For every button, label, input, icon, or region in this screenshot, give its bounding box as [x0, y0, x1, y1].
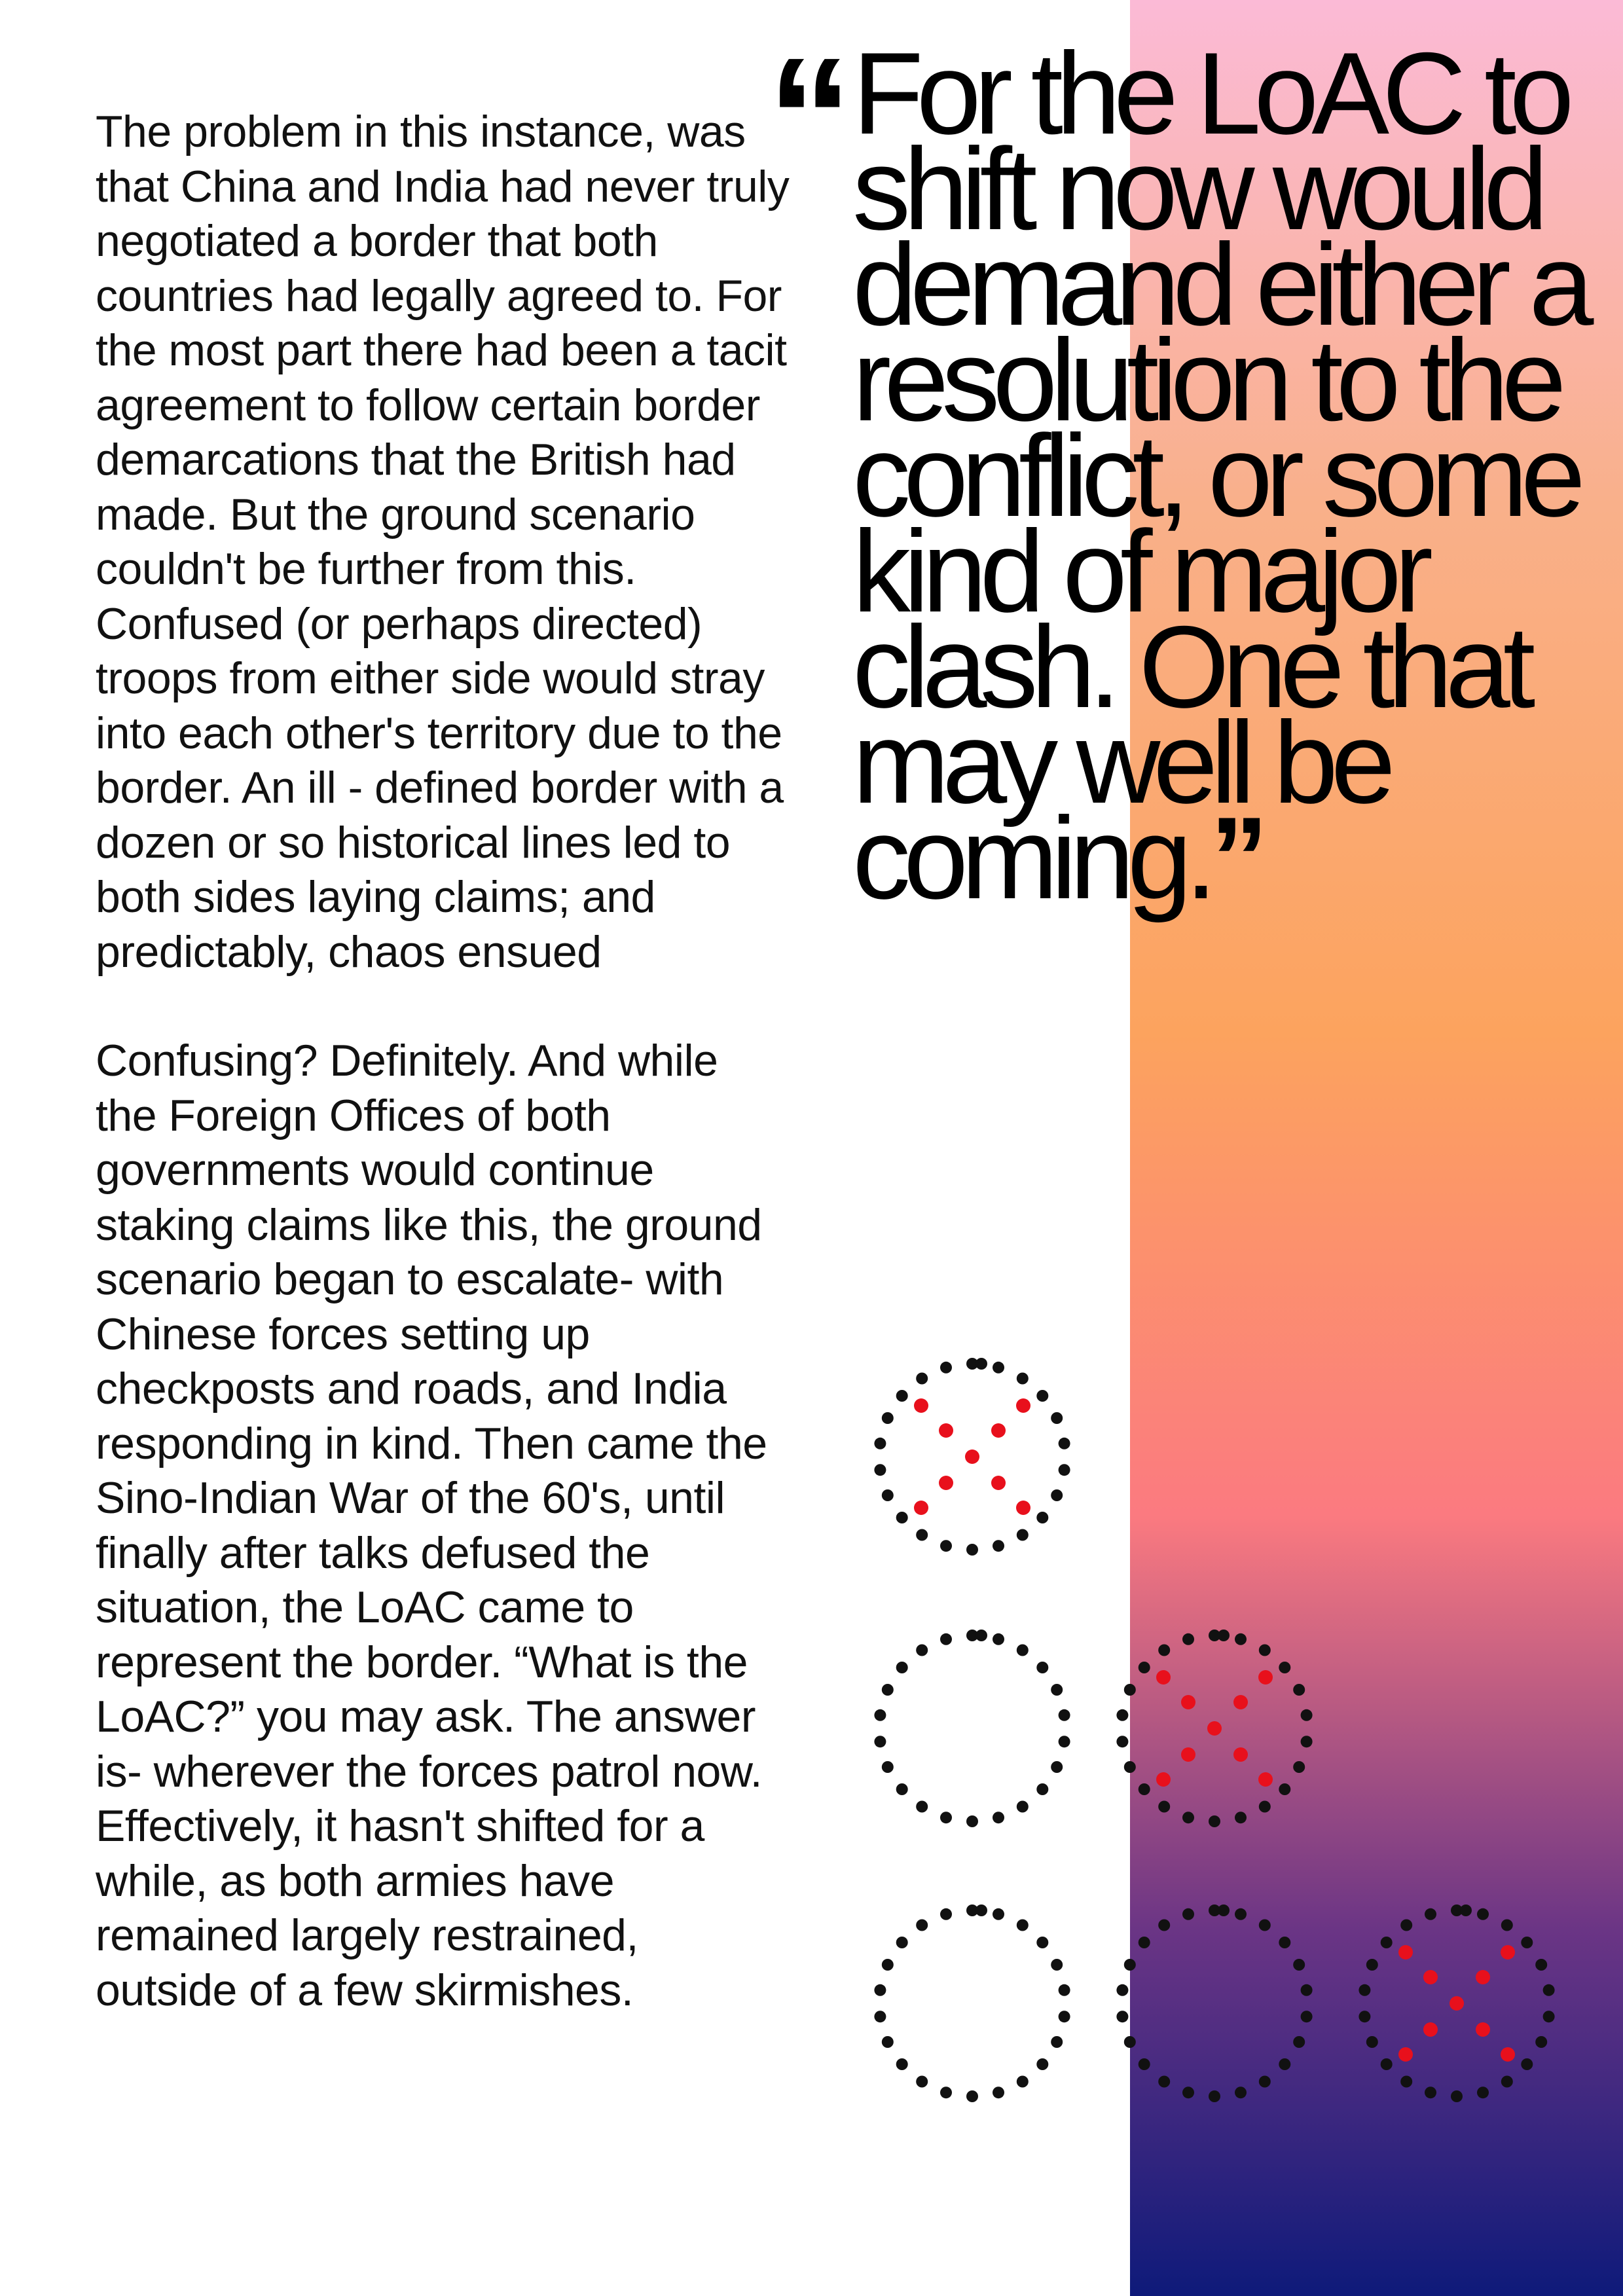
- body-paragraph-2: Confusing? Definitely. And while the Foreign Offices of both governments would continue staking claims like this, the ground scenario began to escalate- with Chinese forces setting up checkposts and roads, and India responding in kind. Then came the Sino-Indian War of the 60's, until finally after talks defused the situation, the LoAC came to represent the border. “What is the LoAC?” you may ask. The answer is- wherever the forces patrol now. Effectively, it hasn't shifted for a while, as both armies have remained largely restrained, outside of a few skirmishes.: [96, 1036, 767, 2015]
- circle-dot: [993, 1540, 1004, 1552]
- cross-dot: [1423, 1970, 1438, 1984]
- empty-dotted-circle-icon: [874, 1904, 1070, 2102]
- circle-dot: [1116, 1984, 1128, 1996]
- pull-quote-text: For the LoAC to shift now would demand either a resolution to the conflict, or some kind of major clash. One that may well be coming.: [852, 28, 1587, 923]
- crossed-dotted-circle-icon: [874, 1358, 1070, 1556]
- cross-dot: [1398, 2047, 1413, 2062]
- circle-dot: [896, 1783, 908, 1795]
- circle-dot: [1543, 2011, 1555, 2022]
- circle-dot: [1124, 1959, 1136, 1971]
- circle-dot: [1501, 1920, 1513, 1931]
- cross-dot: [1181, 1695, 1195, 1709]
- cross-dot: [1181, 1747, 1195, 1762]
- circle-dot: [916, 1373, 928, 1385]
- circle-dot: [916, 2076, 928, 2088]
- circle-dot: [1051, 1412, 1063, 1424]
- cross-dot: [1476, 1970, 1490, 1984]
- circle-dot: [1158, 1801, 1170, 1813]
- circle-dot: [882, 1489, 894, 1501]
- crossed-dotted-circle-icon: [1116, 1630, 1312, 1827]
- circle-dot: [966, 1815, 978, 1827]
- cross-dot: [1156, 1670, 1171, 1685]
- circle-dot: [916, 1801, 928, 1813]
- circle-dot: [1124, 1684, 1136, 1696]
- circle-dot: [1209, 1815, 1220, 1827]
- circle-dot: [993, 1633, 1004, 1645]
- circle-dot: [1017, 1920, 1029, 1931]
- circle-dot: [940, 1362, 952, 1374]
- circle-dot: [882, 1959, 894, 1971]
- circle-dot: [1182, 1908, 1194, 1920]
- circle-dot: [1051, 1489, 1063, 1501]
- circle-dot: [1521, 1937, 1533, 1948]
- circle-dot: [1279, 1783, 1290, 1795]
- circle-dot: [1235, 1812, 1247, 1823]
- circle-dot: [1366, 1959, 1378, 1971]
- circle-dot: [1381, 2058, 1393, 2070]
- circle-dot: [1051, 1761, 1063, 1773]
- circle-dot: [916, 1645, 928, 1656]
- circle-dot: [1036, 2058, 1048, 2070]
- circle-dot: [874, 1984, 886, 1996]
- circle-dot: [940, 1633, 952, 1645]
- circle-dot: [1359, 2011, 1370, 2022]
- empty-dotted-circle-icon: [1116, 1904, 1312, 2102]
- circle-dot: [1218, 1904, 1230, 1916]
- cross-dot: [1156, 1772, 1171, 1787]
- circle-dot: [874, 1736, 886, 1747]
- cross-dot: [1233, 1747, 1248, 1762]
- circle-dot: [1051, 1959, 1063, 1971]
- cross-dot: [1501, 2047, 1515, 2062]
- circle-dot: [1017, 1373, 1029, 1385]
- cross-dot: [1016, 1501, 1030, 1515]
- circle-dot: [1036, 1390, 1048, 1402]
- circle-dot: [1235, 1633, 1247, 1645]
- open-quote-mark: “: [767, 23, 852, 213]
- circle-dot: [1259, 1920, 1271, 1931]
- circle-dot: [1259, 1801, 1271, 1813]
- circle-dot: [1400, 1920, 1412, 1931]
- circle-dot: [1521, 2058, 1533, 2070]
- circle-dot: [1293, 1761, 1305, 1773]
- circle-dot: [1124, 1761, 1136, 1773]
- circle-dot: [1182, 1633, 1194, 1645]
- circle-dot: [1279, 1937, 1290, 1948]
- circle-dot: [1036, 1662, 1048, 1673]
- circle-dot: [940, 1812, 952, 1823]
- circle-dot: [1235, 2086, 1247, 2098]
- cross-dot: [1016, 1398, 1030, 1413]
- circle-dot: [1036, 1512, 1048, 1523]
- circle-dot: [1158, 2076, 1170, 2088]
- circle-dot: [916, 1529, 928, 1541]
- empty-dotted-circle-icon: [874, 1630, 1070, 1827]
- circle-dot: [940, 1908, 952, 1920]
- circle-dot: [1301, 2011, 1313, 2022]
- circle-dot: [1182, 1812, 1194, 1823]
- circle-dot: [1209, 2090, 1220, 2102]
- crossed-dotted-circle-icon: [1359, 1904, 1554, 2102]
- circle-dot: [1218, 1630, 1230, 1641]
- circle-dot: [976, 1630, 987, 1641]
- circle-dot: [1501, 2076, 1513, 2088]
- cross-dot: [991, 1476, 1006, 1490]
- circle-dot: [1259, 1645, 1271, 1656]
- circle-dot: [1116, 1736, 1128, 1747]
- circle-dot: [1036, 1937, 1048, 1948]
- circle-dot: [1293, 2036, 1305, 2048]
- cross-dot: [1501, 1945, 1515, 1959]
- circle-dot: [993, 1362, 1004, 1374]
- circle-dot: [1400, 2076, 1412, 2088]
- circle-dot: [1425, 1908, 1436, 1920]
- circle-dot: [1139, 1937, 1150, 1948]
- circle-dot: [1116, 2011, 1128, 2022]
- circle-dot: [1116, 1709, 1128, 1721]
- circle-dot: [1235, 1908, 1247, 1920]
- circle-dot: [1381, 1937, 1393, 1948]
- circle-dot: [966, 1544, 978, 1556]
- circle-dot: [1139, 1662, 1150, 1673]
- cross-dot: [991, 1423, 1006, 1438]
- cross-dot: [1233, 1695, 1248, 1709]
- circle-dot: [1158, 1920, 1170, 1931]
- circle-dot: [874, 2011, 886, 2022]
- cross-dot: [1258, 1772, 1273, 1787]
- circle-dot: [1017, 1529, 1029, 1541]
- cross-dot: [939, 1476, 953, 1490]
- circle-dot: [1059, 2011, 1070, 2022]
- circle-dot: [1051, 1684, 1063, 1696]
- circle-dot: [1139, 2058, 1150, 2070]
- circle-dot: [1301, 1984, 1313, 1996]
- pull-quote: [852, 28, 1605, 923]
- circle-dot: [1477, 2086, 1489, 2098]
- circle-dot: [1293, 1959, 1305, 1971]
- cross-dot: [1423, 2022, 1438, 2037]
- circle-dot: [993, 2086, 1004, 2098]
- cross-dot: [1398, 1945, 1413, 1959]
- circle-dot: [1017, 1645, 1029, 1656]
- circle-dot: [882, 1684, 894, 1696]
- circle-dot: [1477, 1908, 1489, 1920]
- circle-dot: [1279, 1662, 1290, 1673]
- cross-dot: [914, 1398, 928, 1413]
- cross-dot: [1450, 1996, 1464, 2011]
- circle-dot: [966, 2090, 978, 2102]
- circle-dot: [1059, 1984, 1070, 1996]
- circle-dot: [1139, 1783, 1150, 1795]
- circle-dot: [1451, 2090, 1463, 2102]
- circle-dot: [1059, 1736, 1070, 1747]
- close-quote-mark: ”: [1210, 793, 1266, 923]
- circle-dot: [1059, 1709, 1070, 1721]
- circle-dot: [1036, 1783, 1048, 1795]
- circle-dot: [1359, 1984, 1370, 1996]
- circle-dot: [1051, 2036, 1063, 2048]
- circle-dot: [1301, 1736, 1313, 1747]
- circle-dot: [1543, 1984, 1555, 1996]
- circle-dot: [1124, 2036, 1136, 2048]
- circle-dot: [1017, 2076, 1029, 2088]
- circle-dot: [993, 1812, 1004, 1823]
- circle-dot: [882, 1761, 894, 1773]
- circle-dot: [993, 1908, 1004, 1920]
- article-body: [96, 105, 790, 2018]
- circle-dot: [1293, 1684, 1305, 1696]
- circle-dot: [896, 1662, 908, 1673]
- circle-dot: [940, 2086, 952, 2098]
- circle-dot: [1535, 1959, 1547, 1971]
- circle-dot: [1301, 1709, 1313, 1721]
- circle-dot: [874, 1464, 886, 1476]
- circle-dot: [896, 1937, 908, 1948]
- cross-dot: [965, 1449, 979, 1464]
- circle-dot: [1182, 2086, 1194, 2098]
- circle-dot: [916, 1920, 928, 1931]
- cross-dot: [1476, 2022, 1490, 2037]
- circle-dot: [976, 1358, 987, 1370]
- circle-dot: [882, 2036, 894, 2048]
- circle-dot: [1059, 1464, 1070, 1476]
- circle-dot: [1259, 2076, 1271, 2088]
- circle-dot: [896, 2058, 908, 2070]
- cross-dot: [1207, 1721, 1222, 1736]
- circle-dot: [1425, 2086, 1436, 2098]
- circle-dot: [940, 1540, 952, 1552]
- circle-dot: [976, 1904, 987, 1916]
- circle-dot: [1158, 1645, 1170, 1656]
- circle-dot: [882, 1412, 894, 1424]
- circle-dot: [874, 1709, 886, 1721]
- circle-dot: [1535, 2036, 1547, 2048]
- circle-dot: [1460, 1904, 1472, 1916]
- circle-dot: [1059, 1438, 1070, 1449]
- circle-dot: [874, 1438, 886, 1449]
- cross-dot: [939, 1423, 953, 1438]
- circle-dot: [1017, 1801, 1029, 1813]
- circle-dot: [1366, 2036, 1378, 2048]
- circle-dot: [896, 1512, 908, 1523]
- circle-dot: [896, 1390, 908, 1402]
- circle-dot: [1279, 2058, 1290, 2070]
- dotted-circles-figure: [851, 1336, 1571, 2121]
- cross-dot: [914, 1501, 928, 1515]
- body-paragraph-1: The problem in this instance, was that China and India had never truly negotiated a border that both countries had legally agreed to. For the most part there had been a tacit agreement to follow certain border demarcations that the British had made. But the ground scenario couldn't be further from this. Confused (or perhaps directed) troops from either side would stray into each other's territory due to the border. An ill - defined border with a dozen or so historical lines led to both sides laying claims; and predictably, chaos ensued: [96, 107, 790, 977]
- cross-dot: [1258, 1670, 1273, 1685]
